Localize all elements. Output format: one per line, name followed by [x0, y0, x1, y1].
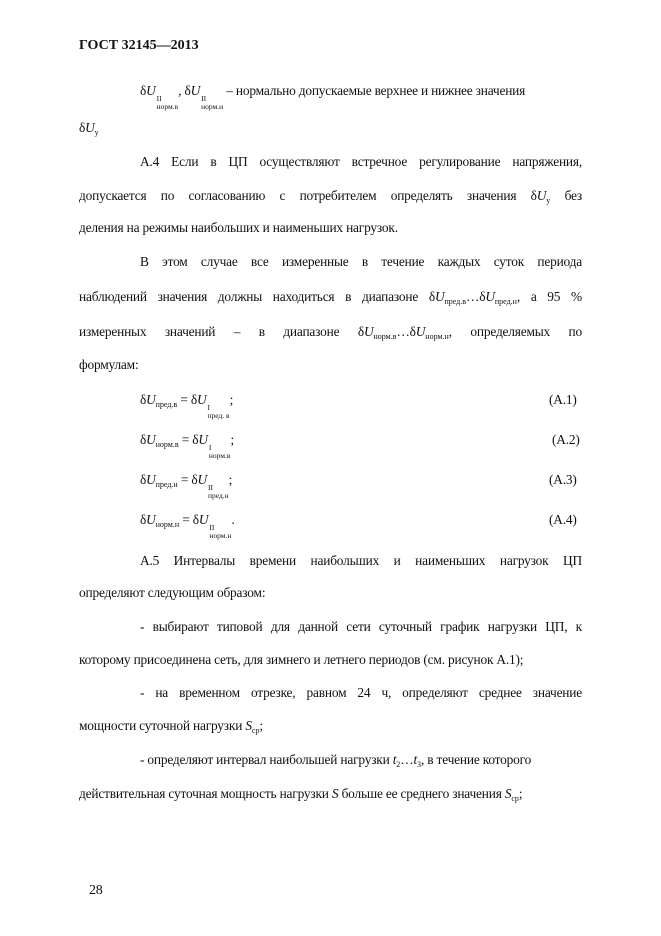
equation-a2: $\delta U_{норм.в} = \delta U$ I норм.в ;	[140, 432, 234, 460]
paragraph-a5-line: А.5 Интервалы времени наибольших и наименьших нагрузок ЦП	[140, 553, 582, 568]
equation-number: (А.2)	[552, 432, 580, 447]
equation-number: (А.3)	[549, 472, 577, 487]
equation-a3: $\delta U_{пред.н} = \delta U$ II пред.н ;	[140, 472, 233, 500]
list-item-line: действительная суточная мощность нагрузки S больше ее среднего значения $S_{ср}$;	[79, 786, 523, 803]
page-number: 28	[89, 883, 103, 898]
equation-a1: $\delta U_{пред.в} = \delta U$ I пред. в ;	[140, 392, 234, 420]
list-item-line: которому присоединена сеть, для зимнего и летнего периодов (см. рисунок А.1);	[79, 652, 524, 667]
equation-number: (А.1)	[549, 392, 577, 407]
standard-code-header: ГОСТ 32145—2013	[79, 38, 199, 53]
paragraph-a4-line: деления на режимы наибольших и наименьших нагрузок.	[79, 220, 398, 235]
paragraph-a5-line: определяют следующим образом:	[79, 585, 266, 600]
equation-a4: $\delta U_{норм.н} = \delta U$ II норм.н .	[140, 512, 235, 540]
list-item-line: - определяют интервал наибольшей нагрузки $t_2\dots t_3$, в течение которого	[140, 752, 532, 769]
equation-number: (А.4)	[549, 512, 577, 527]
paragraph-case-line: В этом случае все измеренные в течение каждых суток периода	[140, 254, 582, 269]
list-item-line: - выбирают типовой для данной сети суточный график нагрузки ЦП, к	[140, 619, 582, 634]
paragraph-case-line: формулам:	[79, 357, 139, 372]
list-item-line: - на временном отрезке, равном 24 ч, определяют среднее значение	[140, 685, 582, 700]
paragraph-case-line: измеренных значений – в диапазоне $\delta U_{норм.в}\dots\delta U_{норм.н}$, определяемых по	[79, 324, 582, 341]
paragraph-a4-line: допускается по согласованию с потребителем определять значения $\delta U_у$ без	[79, 188, 582, 205]
definition-line: δU II норм.в , δU II норм.н – нормально допускаемые верхнее и нижнее значения	[140, 83, 526, 111]
definition-line-cont: $\delta U_у$	[79, 120, 99, 137]
paragraph-a4-line: А.4 Если в ЦП осуществляют встречное регулирование напряжения,	[140, 154, 582, 169]
paragraph-case-line: наблюдений значения должны находиться в диапазоне $\delta U_{пред.в}\dots\delta U_{пред.н}$, а 95 %	[79, 289, 582, 306]
list-item-line: мощности суточной нагрузки $S_{ср}$;	[79, 718, 263, 735]
